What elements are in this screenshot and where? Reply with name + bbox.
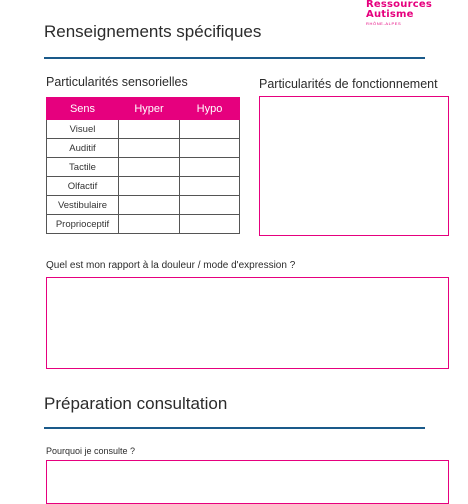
table-row [47, 120, 240, 139]
hypo-cell[interactable] [180, 120, 240, 139]
logo-line-2: Autisme [366, 9, 414, 20]
hypo-cell[interactable] [180, 139, 240, 158]
hyper-cell[interactable] [119, 120, 180, 139]
hyper-cell[interactable] [119, 196, 180, 215]
logo-line-3: RHÔNE-ALPES [366, 21, 402, 26]
section-title-consultation: Préparation consultation [44, 394, 228, 413]
hyper-cell[interactable] [119, 177, 180, 196]
section-title-specifics: Renseignements spécifiques [44, 22, 262, 41]
header-sens: Sens [47, 98, 119, 120]
hyper-cell[interactable] [119, 215, 180, 234]
sensory-table [46, 97, 240, 234]
why-question: Pourquoi je consulte ? [46, 446, 136, 456]
pain-question: Quel est mon rapport à la douleur / mode d'expression ? [46, 260, 296, 271]
row-label: Auditif [47, 139, 119, 158]
hypo-cell[interactable] [180, 215, 240, 234]
functioning-title: Particularités de fonctionnement [259, 77, 438, 91]
why-textbox[interactable] [46, 460, 449, 504]
hyper-cell[interactable] [119, 158, 180, 177]
table-row [47, 196, 240, 215]
section-rule-1 [44, 57, 425, 59]
hypo-cell[interactable] [180, 158, 240, 177]
logo [366, 0, 436, 26]
hypo-cell[interactable] [180, 177, 240, 196]
table-row [47, 158, 240, 177]
row-label: Proprioceptif [47, 215, 119, 234]
row-label: Tactile [47, 158, 119, 177]
section-rule-2 [44, 427, 425, 429]
row-label: Visuel [47, 120, 119, 139]
header-hyper: Hyper [119, 98, 180, 120]
functioning-textbox[interactable] [259, 96, 449, 236]
header-hypo: Hypo [180, 98, 240, 120]
logo-line-1: Ressources [366, 0, 432, 10]
pain-textbox[interactable] [46, 277, 449, 369]
row-label: Vestibulaire [47, 196, 119, 215]
sensory-title: Particularités sensorielles [46, 75, 188, 89]
table-row [47, 215, 240, 234]
table-header-row [47, 98, 240, 120]
row-label: Olfactif [47, 177, 119, 196]
table-row [47, 139, 240, 158]
hyper-cell[interactable] [119, 139, 180, 158]
table-row [47, 177, 240, 196]
hypo-cell[interactable] [180, 196, 240, 215]
